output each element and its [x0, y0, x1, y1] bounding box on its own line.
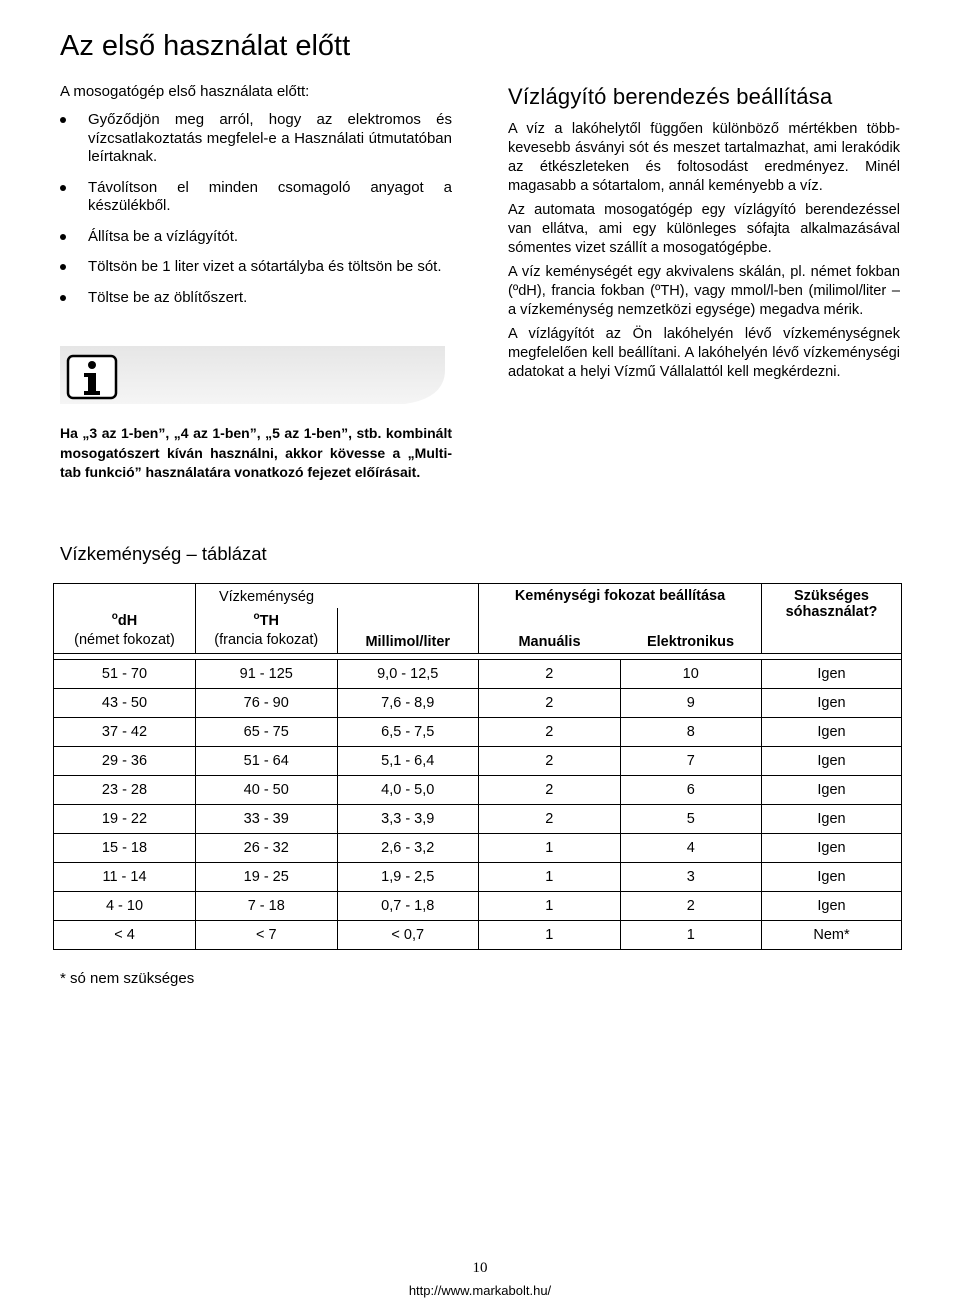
info-icon — [60, 346, 445, 406]
table-cell: 1 — [479, 863, 621, 892]
table-cell: < 0,7 — [337, 921, 479, 950]
table-cell: Igen — [762, 747, 902, 776]
section-title: Vízlágyító berendezés beállítása — [508, 84, 833, 109]
bullet-list — [60, 111, 452, 319]
table-cell: 2 — [620, 892, 762, 921]
table-cell: 7 - 18 — [196, 892, 338, 921]
bullet-icon — [60, 295, 66, 301]
table-cell: 43 - 50 — [54, 689, 196, 718]
table-cell: Igen — [762, 863, 902, 892]
table-cell: 10 — [620, 660, 762, 689]
header-th: $^o$TH (francia fokozat) — [196, 608, 338, 654]
table-row — [54, 805, 902, 834]
header-manual: Manuális — [479, 608, 621, 654]
table-row — [54, 834, 902, 863]
table-cell: 3,3 - 3,9 — [337, 805, 479, 834]
table-row — [54, 863, 902, 892]
header-electronic: Elektronikus — [620, 608, 762, 654]
bullet-icon — [60, 117, 66, 123]
table-cell: Igen — [762, 660, 902, 689]
list-item: Állítsa be a vízlágyítót. — [60, 228, 452, 247]
table-cell: 51 - 64 — [196, 747, 338, 776]
table-cell: 3 — [620, 863, 762, 892]
list-item: Távolítson el minden csomagoló anyagot a készülékből. — [60, 179, 452, 216]
table-cell: 2 — [479, 718, 621, 747]
paragraph: A vízlágyítót az Ön lakóhelyén lévő vízkeménységnek megfelelően kell beállítani. A lakóhelyén lévő vízkeménységi adatokat a helyi Vízmű Vállalattól kell megkérdezni. — [508, 326, 900, 380]
table-cell: Igen — [762, 892, 902, 921]
bullet-icon — [60, 234, 66, 240]
table-cell: 7,6 - 8,9 — [337, 689, 479, 718]
header-dh: $^o$dH (német fokozat) — [54, 608, 196, 654]
table-cell: 1 — [479, 921, 621, 950]
table-cell: 19 - 25 — [196, 863, 338, 892]
table-cell: 7 — [620, 747, 762, 776]
page-number: 10 — [472, 1260, 488, 1276]
table-cell: 1,9 - 2,5 — [337, 863, 479, 892]
table-cell: 1 — [479, 892, 621, 921]
table-cell: 9 — [620, 689, 762, 718]
header-salt: Szükséges sóhasználat? — [762, 584, 902, 654]
footer-url: http://www.markabolt.hu/ — [408, 1283, 552, 1298]
table-cell: Igen — [762, 834, 902, 863]
table-cell: 2 — [479, 689, 621, 718]
bullet-icon — [60, 264, 66, 270]
header-mmol: Millimol/liter — [337, 608, 479, 654]
page-title: Az első használat előtt — [60, 30, 351, 62]
table-cell: 4 — [620, 834, 762, 863]
table-title: Vízkeménység – táblázat — [60, 543, 267, 564]
table-cell: 1 — [479, 834, 621, 863]
table-row — [54, 689, 902, 718]
table-cell: 65 - 75 — [196, 718, 338, 747]
table-cell: 5 — [620, 805, 762, 834]
paragraph: A víz keménységét egy akvivalens skálán, pl. német fokban (ºdH), francia fokban (ºTH), vagy mmol/l-ben (milimol/liter – a vízkeménység nemzetközi egysége) megadva mérik. — [508, 264, 900, 318]
table-cell: 33 - 39 — [196, 805, 338, 834]
paragraph: Az automata mosogatógép egy vízlágyító berendezéssel van ellátva, ami egy különleges sófajta alkalmazásával sómentes vizet szállít a mosogatógépbe. — [508, 202, 900, 256]
list-item: Töltsön be 1 liter vizet a sótartályba és töltsön be sót. — [60, 258, 452, 277]
section-body — [508, 120, 900, 387]
table-cell: 0,7 - 1,8 — [337, 892, 479, 921]
table-cell: Nem* — [762, 921, 902, 950]
table-cell: 76 - 90 — [196, 689, 338, 718]
table-cell: 29 - 36 — [54, 747, 196, 776]
table-cell: 91 - 125 — [196, 660, 338, 689]
footnote: * só nem szükséges — [60, 970, 195, 987]
table-cell: 19 - 22 — [54, 805, 196, 834]
bullet-icon — [60, 185, 66, 191]
table-row — [54, 718, 902, 747]
intro-text: A mosogatógép első használata előtt: — [60, 83, 310, 100]
table-cell: 4,0 - 5,0 — [337, 776, 479, 805]
table-cell: 15 - 18 — [54, 834, 196, 863]
table-cell: 4 - 10 — [54, 892, 196, 921]
table-cell: Igen — [762, 718, 902, 747]
paragraph: A víz a lakóhelytől függően különböző mértékben több-kevesebb ásványi sót és meszet tartalmazhat, ami lerakódik az étkészleteken és foltosodást eredményez. Minél magasabb a sótartalom, annál keményebb a víz. — [508, 121, 900, 194]
table-cell: < 4 — [54, 921, 196, 950]
table-cell: 6,5 - 7,5 — [337, 718, 479, 747]
table-body — [54, 660, 902, 950]
table-row — [54, 892, 902, 921]
table-cell: 5,1 - 6,4 — [337, 747, 479, 776]
table-cell: 23 - 28 — [54, 776, 196, 805]
table-cell: 8 — [620, 718, 762, 747]
table-cell: 6 — [620, 776, 762, 805]
table-cell: 37 - 42 — [54, 718, 196, 747]
multitab-warning: Ha „3 az 1-ben”, „4 az 1-ben”, „5 az 1-ben”, stb. kombinált mosogatószert kíván használni, akkor kövesse a „Multi-tab funkció” használatára vonatkozó fejezet előírásait. — [60, 425, 452, 480]
table-cell: 2 — [479, 747, 621, 776]
table-cell: 26 - 32 — [196, 834, 338, 863]
table-cell: 2 — [479, 805, 621, 834]
list-item: Győződjön meg arról, hogy az elektromos és vízcsatlakoztatás megfelel-e a Használati útmutatóban leírtaknak. — [60, 111, 452, 167]
table-cell: Igen — [762, 776, 902, 805]
table-cell: 2 — [479, 660, 621, 689]
table-row — [54, 747, 902, 776]
table-cell: 40 - 50 — [196, 776, 338, 805]
table-cell: 11 - 14 — [54, 863, 196, 892]
hardness-table — [53, 583, 902, 950]
list-item: Töltse be az öblítőszert. — [60, 289, 452, 308]
table-row — [54, 921, 902, 950]
group-hardness: Vízkeménység — [196, 584, 338, 608]
table-cell: 2,6 - 3,2 — [337, 834, 479, 863]
table-cell: < 7 — [196, 921, 338, 950]
table-cell: Igen — [762, 689, 902, 718]
table-row — [54, 660, 902, 689]
table-cell: 2 — [479, 776, 621, 805]
group-setting: Keménységi fokozat beállítása — [479, 584, 762, 608]
info-banner — [60, 346, 445, 406]
table-cell: 9,0 - 12,5 — [337, 660, 479, 689]
table-cell: Igen — [762, 805, 902, 834]
table-cell: 1 — [620, 921, 762, 950]
table-cell: 51 - 70 — [54, 660, 196, 689]
table-row — [54, 776, 902, 805]
